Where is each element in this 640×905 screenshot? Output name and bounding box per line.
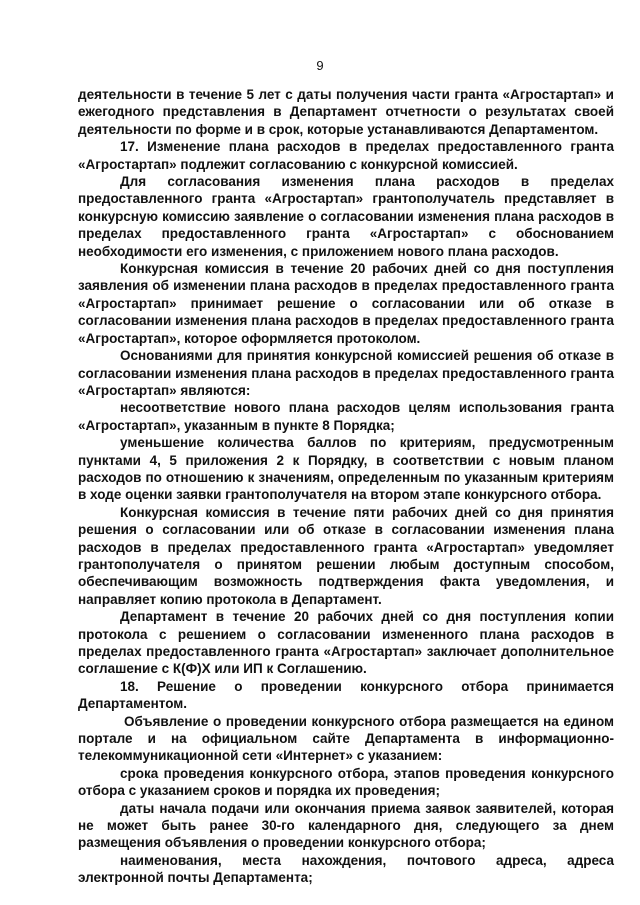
paragraph: деятельности в течение 5 лет с даты получения части гранта «Агростартап» и ежегодного представления в Департамент отчетности о результатах своей деятельности по форме и в срок, которые устанавливаются Департаментом.: [78, 87, 614, 137]
paragraph: Основаниями для принятия конкурсной комиссией решения об отказе в согласовании изменения плана расходов в пределах предоставленного гранта «Агростартап» являются:: [78, 348, 614, 398]
paragraph: наименования, места нахождения, почтового адреса, адреса электронной почты Департамента;: [78, 852, 614, 886]
paragraph: Конкурсная комиссия в течение пяти рабочих дней со дня принятия решения о согласовании или об отказе в согласовании изменения плана расходов в пределах предоставленного гранта «Агростартап» уведомляет грантополучателя о принятом решении любым доступным способом, обеспечивающим возможность подтверждения факта уведомления, и направляет копию протокола в Департамент.: [78, 504, 614, 607]
paragraph: Для согласования изменения плана расходов в пределах предоставленного гранта «Агростартап» грантополучатель представляет в конкурсную комиссию заявление о согласовании изменения плана расходов в пределах предоставленного гранта «Агростартап» с обоснованием необходимости его изменения, с приложением нового плана расходов.: [78, 174, 614, 259]
paragraph: Конкурсная комиссия в течение 20 рабочих дней со дня поступления заявления об изменении плана расходов в пределах предоставленного гранта «Агростартап» принимает решение о согласовании или об отказе в согласовании изменения плана расходов в пределах предоставленного гранта «Агростартап», которое оформляется протоколом.: [78, 261, 614, 346]
paragraph: срока проведения конкурсного отбора, этапов проведения конкурсного отбора с указанием сроков и порядка их проведения;: [78, 765, 614, 799]
paragraph: Департамент в течение 20 рабочих дней со дня поступления копии протокола с решением о согласовании измененного плана расходов в пределах предоставленного гранта «Агростартап» заключает дополнительное соглашение с К(Ф)Х или ИП к Соглашению.: [78, 609, 614, 677]
paragraph: 17. Изменение плана расходов в пределах предоставленного гранта «Агростартап» подлежит согласованию с конкурсной комиссией.: [78, 139, 614, 172]
document-body: [78, 86, 614, 887]
paragraph: Объявление о проведении конкурсного отбора размещается на едином портале и на официальном сайте Департамента в информационно-телекоммуникационной сети «Интернет» с указанием:: [78, 713, 614, 764]
paragraph: 18. Решение о проведении конкурсного отбора принимается Департаментом.: [78, 678, 614, 712]
paragraph: несоответствие нового плана расходов целям использования гранта «Агростартап», указанным в пункте 8 Порядка;: [78, 400, 614, 433]
page-number: 9: [316, 58, 324, 73]
paragraph: даты начала подачи или окончания приема заявок заявителей, которая не может быть ранее 30-го календарного дня, следующего за днем размещения объявления о проведении конкурсного отбора;: [78, 800, 614, 851]
paragraph: уменьшение количества баллов по критериям, предусмотренным пунктами 4, 5 приложения 2 к Порядку, в соответствии с новым планом расходов по отношению к значениям, определенным по указанным критериям в ходе оценки заявки грантополучателя на втором этапе конкурсного отбора.: [78, 435, 614, 503]
